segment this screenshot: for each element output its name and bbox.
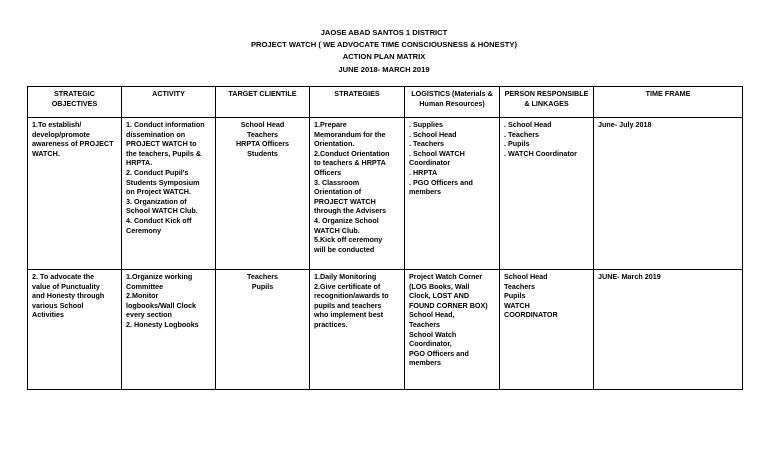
cell-line: Officers [314, 167, 342, 177]
person-responsible-cell [500, 118, 594, 270]
cell-line: Memorandum for the [314, 129, 386, 139]
cell-line: . School Head [504, 120, 552, 129]
cell-line: Teachers [504, 281, 536, 291]
column-header: PERSON RESPONSIBLE & LINKAGES [500, 87, 594, 118]
matrix-title: ACTION PLAN MATRIX [342, 52, 426, 62]
cell-line: value of Punctuality [32, 281, 100, 291]
document-header [0, 27, 768, 76]
column-header: ACTIVITY [122, 87, 216, 118]
cell-line: on Project WATCH. [126, 187, 191, 197]
cell-line: Clock, LOST AND [409, 291, 470, 301]
cell-line: every section [126, 310, 172, 320]
objective-cell [28, 118, 122, 270]
cell-line: awareness of PROJECT [32, 139, 114, 149]
cell-line: . PGO Officers and [409, 177, 473, 187]
cell-line: COORDINATOR [504, 310, 558, 320]
activity-cell [122, 118, 216, 270]
plan-period: JUNE 2018- MARCH 2019 [338, 64, 430, 74]
cell-line: (LOG Books, Wall [409, 281, 470, 291]
project-title: PROJECT WATCH ( WE ADVOCATE TIME CONSCIOUSNESS & HONESTY) [250, 40, 518, 50]
cell-line: develop/promote [32, 129, 90, 139]
cell-line: School Head [504, 272, 548, 281]
column-header: TIME FRAME [594, 87, 743, 118]
cell-line: Committee [126, 281, 164, 291]
clientele-cell [216, 270, 310, 390]
cell-line: HRPTA Officers [235, 139, 290, 149]
time-frame-cell [594, 270, 743, 390]
cell-line: . Teachers [504, 129, 540, 139]
cell-line: Ceremony [126, 225, 162, 235]
strategies-cell [310, 118, 405, 270]
cell-line: Orientation of [314, 187, 362, 197]
cell-line: pupils and teachers [314, 300, 382, 310]
table-row [28, 270, 743, 390]
cell-line: members [409, 358, 441, 368]
cell-line: June- July 2018 [598, 120, 652, 129]
cell-line: 3. Organization of [126, 196, 187, 206]
column-header: STRATEGIC OBJECTIVES [28, 87, 122, 118]
clientele-cell [216, 118, 310, 270]
cell-line: members [409, 187, 441, 197]
table-row [28, 118, 743, 270]
cell-line: . School Head [409, 129, 457, 139]
cell-line: WATCH Club. [314, 225, 360, 235]
cell-line: Students [247, 148, 278, 158]
logistics-cell [405, 270, 500, 390]
cell-line: practices. [314, 319, 348, 329]
cell-line: School Head [240, 120, 285, 129]
cell-line: Teachers [246, 129, 279, 139]
cell-line: WATCH. [32, 148, 60, 158]
cell-line: Coordinator [409, 158, 451, 168]
cell-line: Students Symposium [126, 177, 200, 187]
logistics-cell [405, 118, 500, 270]
cell-line: PGO Officers and [409, 348, 469, 358]
cell-line: logbooks/Wall Clock [126, 300, 197, 310]
cell-line: PROJECT WATCH to [126, 139, 197, 149]
cell-line: 2.Give certificate of [314, 281, 381, 291]
cell-line: various School [32, 300, 84, 310]
cell-line: who implement best [314, 310, 384, 320]
district-name: JAOSE ABAD SANTOS 1 DISTRICT [320, 28, 448, 37]
cell-line: . Teachers [409, 139, 445, 149]
cell-line: JUNE- March 2019 [598, 272, 661, 281]
cell-line: will be conducted [314, 244, 375, 254]
cell-line: Pupils [251, 281, 274, 291]
cell-line: . Pupils [504, 139, 530, 149]
cell-line: 1.Daily Monitoring [314, 272, 377, 281]
time-frame-cell [594, 118, 743, 270]
cell-line: 2.Conduct Orientation [314, 148, 390, 158]
cell-line: recognition/awards to [314, 291, 389, 301]
cell-line: . HRPTA [409, 167, 438, 177]
cell-line: 2.Monitor [126, 291, 159, 301]
column-header: LOGISTICS (Materials & Human Resources) [405, 87, 500, 118]
cell-line: Pupils [504, 291, 526, 301]
cell-line: 2. Conduct Pupil's [126, 167, 189, 177]
cell-line: and Honesty through [32, 291, 105, 301]
column-header: STRATEGIES [310, 87, 405, 118]
cell-line: . Supplies [409, 120, 443, 129]
cell-line: FOUND CORNER BOX) [409, 300, 488, 310]
cell-line: School WATCH Club. [126, 206, 198, 216]
activity-cell [122, 270, 216, 390]
objective-cell [28, 270, 122, 390]
cell-line: WATCH [504, 300, 530, 310]
cell-line: Orientation. [314, 139, 355, 149]
cell-line: 1.To establish/ [32, 120, 82, 129]
cell-line: 2. Honesty Logbooks [126, 319, 199, 329]
cell-line: dissemination on [126, 129, 186, 139]
cell-line: 1.Prepare [314, 120, 347, 129]
cell-line: Coordinator, [409, 339, 452, 349]
cell-line: Teachers [246, 272, 279, 281]
cell-line: 3. Classroom [314, 177, 360, 187]
cell-line: the teachers, Pupils & [126, 148, 202, 158]
cell-line: 4. Organize School [314, 215, 379, 225]
cell-line: School Head, [409, 310, 455, 320]
cell-line: PROJECT WATCH [314, 196, 376, 206]
cell-line: . WATCH Coordinator [504, 148, 577, 158]
action-plan-matrix [27, 86, 743, 390]
header-row [28, 87, 743, 118]
cell-line: Teachers [409, 319, 441, 329]
cell-line: through the Advisers [314, 206, 387, 216]
cell-line: 1. Conduct information [126, 120, 205, 129]
column-header: TARGET CLIENTILE [216, 87, 310, 118]
person-responsible-cell [500, 270, 594, 390]
cell-line: HRPTA. [126, 158, 153, 168]
cell-line: to teachers & HRPTA [314, 158, 386, 168]
cell-line: 1.Organize working [126, 272, 193, 281]
cell-line: 5.Kick off ceremony [314, 235, 383, 245]
cell-line: . School WATCH [409, 148, 465, 158]
cell-line: Project Watch Corner [409, 272, 483, 281]
cell-line: 2. To advocate the [32, 272, 95, 281]
strategies-cell [310, 270, 405, 390]
cell-line: Activities [32, 310, 64, 320]
cell-line: School Watch [409, 329, 457, 339]
cell-line: 4. Conduct Kick off [126, 215, 192, 225]
